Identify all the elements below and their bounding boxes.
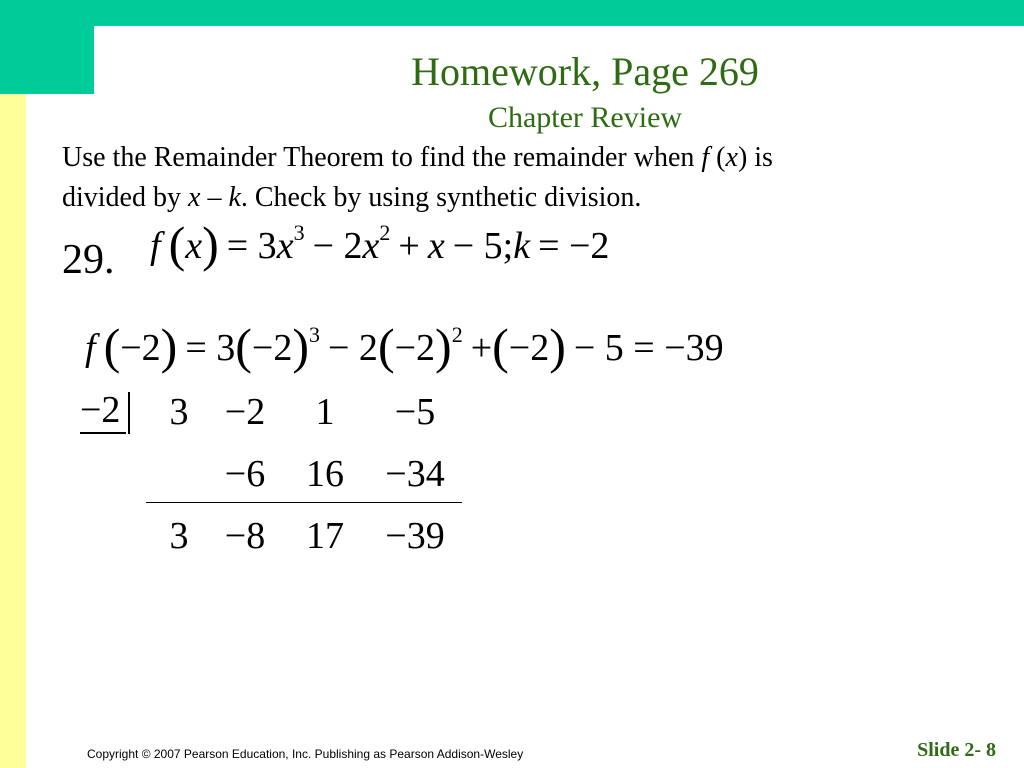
instr-text: ) is [737, 142, 773, 173]
slide-title: Homework, Page 269 [411, 49, 759, 94]
instr-text: divided by [62, 182, 188, 213]
eq-term: − 5 = −39 [573, 327, 724, 369]
instr-x: x [188, 182, 201, 213]
synthetic-coefficient: 1 [315, 391, 335, 433]
corner-accent-block [0, 0, 94, 94]
synthetic-result: 3 [169, 515, 189, 557]
synthetic-coefficient: −2 [224, 391, 266, 433]
eq-f: f [85, 327, 96, 369]
synthetic-result: −8 [224, 515, 266, 557]
eq-paren: ) [202, 216, 219, 272]
eq-term: = 3 [185, 327, 236, 369]
eq-exponent: 2 [379, 220, 391, 245]
eq-term: − 2 [312, 225, 363, 267]
instr-k: k [228, 182, 241, 213]
eq-term: − 2 [328, 327, 378, 369]
synthetic-remainder: −39 [385, 515, 445, 557]
eq-term: = −2 [538, 225, 610, 267]
instr-text: – [200, 182, 229, 213]
eq-term: = 3 [226, 225, 277, 267]
eq-term: −2 [394, 327, 436, 369]
left-accent-bar [0, 94, 26, 768]
eq-paren: ( [235, 318, 252, 374]
synthetic-sum-line [146, 502, 462, 503]
synthetic-coefficient: 3 [169, 391, 189, 433]
remainder-evaluation [85, 318, 724, 374]
eq-x: x [276, 225, 294, 267]
synthetic-coefficient: −5 [394, 391, 436, 433]
instr-f: f [701, 142, 710, 173]
eq-paren: ) [435, 318, 452, 374]
eq-exponent: 2 [451, 322, 463, 347]
eq-paren: ) [292, 318, 309, 374]
copyright-footer: Copyright © 2007 Pearson Education, Inc. Publishing as Pearson Addison-Wesley [87, 747, 524, 761]
instr-x: x [725, 142, 738, 173]
eq-term: −2 [120, 327, 161, 369]
instr-text: ( [709, 142, 726, 173]
synthetic-product: 16 [306, 453, 344, 495]
problem-number: 29. [62, 237, 115, 283]
eq-k: k [513, 225, 531, 267]
eq-x: x [362, 225, 380, 267]
function-equation [150, 216, 610, 272]
slide-number: Slide 2- 8 [917, 739, 996, 761]
eq-exponent: 3 [309, 322, 320, 347]
eq-exponent: 3 [293, 220, 305, 245]
eq-paren: ( [492, 318, 509, 374]
synthetic-result: 17 [306, 515, 344, 557]
eq-x: x [427, 225, 445, 267]
slide-subtitle: Chapter Review [487, 101, 683, 134]
eq-term: − 5; [452, 225, 514, 267]
eq-term: + [398, 225, 420, 267]
eq-paren: ( [103, 318, 121, 374]
eq-paren: ) [549, 318, 566, 374]
synthetic-product: −6 [224, 453, 266, 495]
eq-term: −2 [508, 327, 550, 369]
eq-x: x [185, 225, 203, 267]
eq-term: −2 [251, 327, 293, 369]
eq-paren: ( [168, 216, 186, 272]
eq-term: + [470, 327, 493, 369]
synthetic-product: −34 [385, 453, 445, 495]
instr-text: Use the Remainder Theorem to find the remainder when [62, 142, 702, 173]
instr-text: . Check by using synthetic division. [240, 182, 642, 213]
eq-paren: ) [160, 318, 178, 374]
eq-paren: ( [377, 318, 395, 374]
eq-f: f [150, 225, 161, 267]
synthetic-divisor: −2 [80, 388, 126, 434]
synthetic-divisor-bar [128, 392, 130, 434]
problem-instructions [62, 138, 982, 218]
top-accent-bar [0, 0, 1024, 26]
